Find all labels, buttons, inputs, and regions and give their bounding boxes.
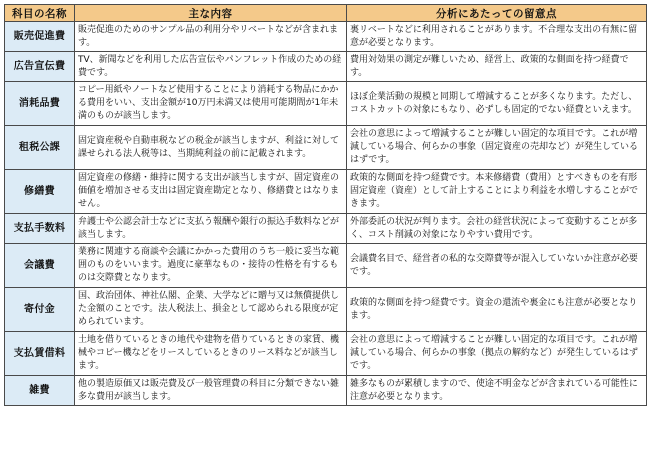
- table-row: [5, 170, 647, 214]
- account-name-cell: 支払手数料: [5, 214, 75, 244]
- note-cell: 雑多なものが累積しますので、使途不明金などが含まれている可能性に注意が必要となります。: [347, 376, 647, 406]
- table-row: [5, 22, 647, 52]
- content-cell: TV、新聞などを利用した広告宣伝やパンフレット作成のための経費です。: [75, 52, 347, 82]
- account-name-cell: 広告宣伝費: [5, 52, 75, 82]
- content-cell: 他の製造原価又は販売費及び一般管理費の科目に分類できない雑多な費用が該当します。: [75, 376, 347, 406]
- account-name-cell: 支払賃借料: [5, 332, 75, 376]
- note-cell: ほぼ企業活動の規模と同期して増減することが多くなります。ただし、コストカットの対象にもなり、必ずしも固定的でない経費といえます。: [347, 82, 647, 126]
- note-cell: 会社の意思によって増減することが難しい固定的な項目です。これが増減している場合、何らかの事象（拠点の解約など）が発生しているはずです。: [347, 332, 647, 376]
- header-analysis-notes: 分析にあたっての留意点: [347, 5, 647, 22]
- content-cell: 国、政治団体、神社仏閣、企業、大学などに贈与又は無償提供した金額のことです。法人税法上、損金として認められる限度が定められています。: [75, 288, 347, 332]
- note-cell: 政策的な側面を持つ経費です。本来修繕費（費用）とすべきものを有形固定資産（資産）として計上することにより利益を水増しすることができます。: [347, 170, 647, 214]
- account-name-cell: 修繕費: [5, 170, 75, 214]
- table-row: [5, 214, 647, 244]
- account-name-cell: 雑費: [5, 376, 75, 406]
- account-name-cell: 会議費: [5, 244, 75, 288]
- table-row: [5, 52, 647, 82]
- content-cell: 土地を借りているときの地代や建物を借りているときの家賃、機械やコピー機などをリースしているときのリース料などが該当します。: [75, 332, 347, 376]
- note-cell: 政策的な側面を持つ経費です。資金の還流や裏金にも注意が必要となります。: [347, 288, 647, 332]
- note-cell: 外部委託の状況が判ります。会社の経営状況によって変動することが多く、コスト削減の対象になりやすい費用です。: [347, 214, 647, 244]
- note-cell: 会社の意思によって増減することが難しい固定的な項目です。これが増減している場合、何らかの事象（固定資産の売却など）が発生しているはずです。: [347, 126, 647, 170]
- table-row: [5, 332, 647, 376]
- note-cell: 会議費名目で、経営者の私的な交際費等が混入していないか注意が必要です。: [347, 244, 647, 288]
- table-row: [5, 82, 647, 126]
- table-row: [5, 126, 647, 170]
- content-cell: 固定資産の修繕・維持に関する支出が該当しますが、固定資産の価値を増加させる支出は固定資産勘定となり、修繕費とはなりません。: [75, 170, 347, 214]
- account-name-cell: 販売促進費: [5, 22, 75, 52]
- account-name-cell: 消耗品費: [5, 82, 75, 126]
- table-wrapper: [4, 4, 647, 406]
- note-cell: 費用対効果の測定が難しいため、経営上、政策的な側面を持つ経費です。: [347, 52, 647, 82]
- header-main-content: 主な内容: [75, 5, 347, 22]
- account-name-cell: 寄付金: [5, 288, 75, 332]
- content-cell: コピー用紙やノートなど使用することにより消耗する物品にかかる費用をいい、支出金額が10万円未満又は使用可能期間が1年未満のものが該当します。: [75, 82, 347, 126]
- account-name-cell: 租税公課: [5, 126, 75, 170]
- header-row: [5, 5, 647, 22]
- table-row: [5, 288, 647, 332]
- content-cell: 弁護士や公認会計士などに支払う報酬や銀行の振込手数料などが該当します。: [75, 214, 347, 244]
- header-account-name: 科目の名称: [5, 5, 75, 22]
- content-cell: 固定資産税や自動車税などの税金が該当しますが、利益に対して課せられる法人税等は、当期純利益の前に記載されます。: [75, 126, 347, 170]
- note-cell: 裏リベートなどに利用されることがあります。不合理な支出の有無に留意が必要となります。: [347, 22, 647, 52]
- table-row: [5, 376, 647, 406]
- content-cell: 販売促進のためのサンプル品の利用分やリベートなどが含まれます。: [75, 22, 347, 52]
- table-row: [5, 244, 647, 288]
- content-cell: 業務に関連する商談や会議にかかった費用のうち一般に妥当な範囲のものをいいます。過度に豪華なもの・接待の性格を有するものは交際費となります。: [75, 244, 347, 288]
- expense-account-table: [4, 4, 647, 406]
